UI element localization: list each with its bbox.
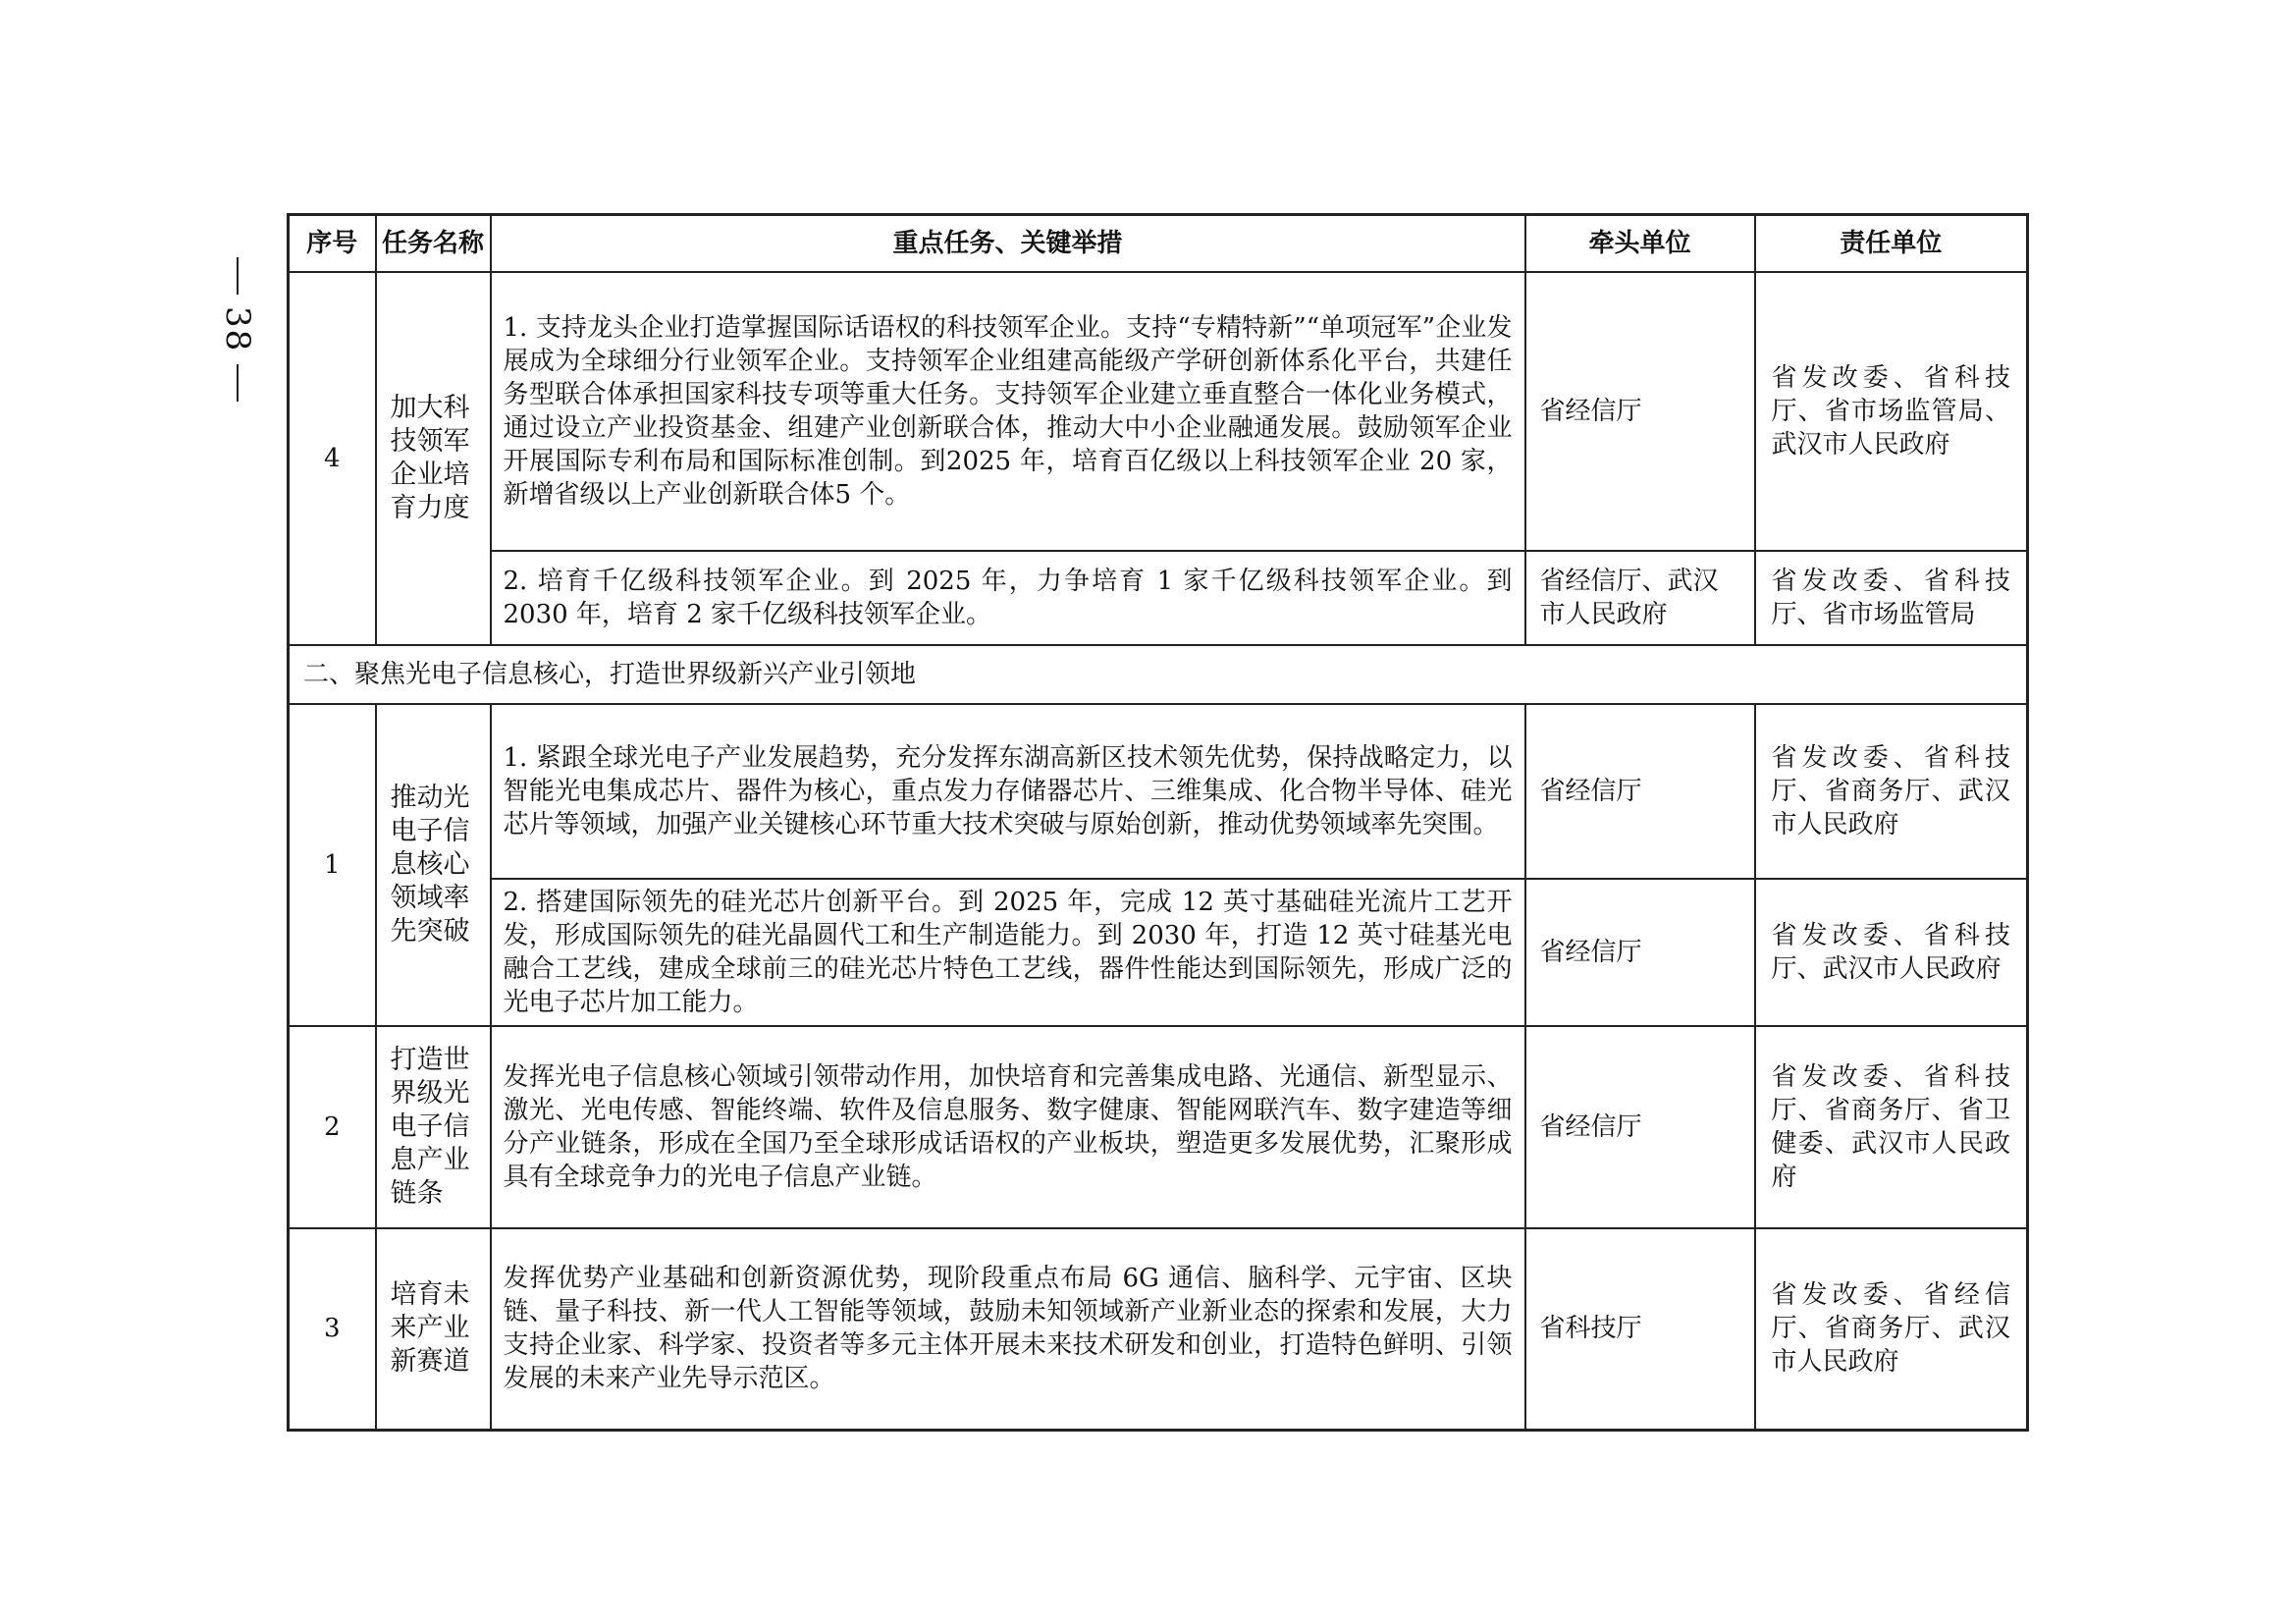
- row-lead-unit: 省经信厅: [1525, 879, 1755, 1026]
- row-lead-unit: 省经信厅、武汉市人民政府: [1525, 551, 1755, 645]
- header-seq: 序号: [289, 215, 376, 273]
- table-header-row: [289, 215, 2028, 273]
- row-seq: 3: [289, 1228, 376, 1430]
- row-resp-unit: 省发改委、省科技厅、省市场监管局、武汉市人民政府: [1755, 272, 2028, 551]
- row-measure: 发挥光电子信息核心领域引领带动作用，加快培育和完善集成电路、光通信、新型显示、激光、光电传感、智能终端、软件及信息服务、数字健康、智能网联汽车、数字建造等细分产业链条，形成在全国乃至全球形成话语权的产业板块，塑造更多发展优势，汇聚形成具有全球竞争力的光电子信息产业链。: [491, 1026, 1525, 1228]
- task-table: [287, 213, 2029, 1432]
- row-resp-unit: 省发改委、省科技厅、武汉市人民政府: [1755, 879, 2028, 1026]
- page-number-text: 38: [218, 306, 257, 353]
- row-seq: 1: [289, 704, 376, 1026]
- header-lead-unit: 牵头单位: [1525, 215, 1755, 273]
- header-task-name: 任务名称: [376, 215, 491, 273]
- table-row: [289, 879, 2028, 1026]
- row-task-name: 培育未来产业新赛道: [376, 1228, 491, 1430]
- table-row: [289, 1228, 2028, 1430]
- table-row: [289, 272, 2028, 551]
- row-lead-unit: 省经信厅: [1525, 1026, 1755, 1228]
- row-resp-unit: 省发改委、省经信厅、省商务厅、武汉市人民政府: [1755, 1228, 2028, 1430]
- row-task-name: 加大科技领军企业培育力度: [376, 272, 491, 645]
- header-resp-unit: 责任单位: [1755, 215, 2028, 273]
- row-resp-unit: 省发改委、省科技厅、省市场监管局: [1755, 551, 2028, 645]
- row-task-name: 推动光电子信息核心领域率先突破: [376, 704, 491, 1026]
- page-number: [218, 257, 257, 424]
- table-row: [289, 704, 2028, 879]
- table-row: [289, 1026, 2028, 1228]
- page-number-dash-bottom: [237, 364, 239, 402]
- row-lead-unit: 省科技厅: [1525, 1228, 1755, 1430]
- row-task-name: 打造世界级光电子信息产业链条: [376, 1026, 491, 1228]
- row-measure: 发挥优势产业基础和创新资源优势，现阶段重点布局 6G 通信、脑科学、元宇宙、区块链、量子科技、新一代人工智能等领域，鼓励未知领域新产业新业态的探索和发展，大力支持企业家、科学家、投资者等多元主体开展未来技术研发和创业，打造特色鲜明、引领发展的未来产业先导示范区。: [491, 1228, 1525, 1430]
- section-heading-row: [289, 645, 2028, 704]
- row-measure: 1. 紧跟全球光电子产业发展趋势，充分发挥东湖高新区技术领先优势，保持战略定力，以智能光电集成芯片、器件为核心，重点发力存储器芯片、三维集成、化合物半导体、硅光芯片等领域，加强产业关键核心环节重大技术突破与原始创新，推动优势领域率先突围。: [491, 704, 1525, 879]
- row-measure: 2. 搭建国际领先的硅光芯片创新平台。到 2025 年，完成 12 英寸基础硅光流片工艺开发，形成国际领先的硅光晶圆代工和生产制造能力。到 2030 年，打造 12 英寸硅基光电融合工艺线，建成全球前三的硅光芯片特色工艺线，器件性能达到国际领先，形成广泛的光电子芯片加工能力。: [491, 879, 1525, 1026]
- page-number-dash-top: [237, 257, 239, 295]
- row-measure: 2. 培育千亿级科技领军企业。到 2025 年，力争培育 1 家千亿级科技领军企业。到 2030 年，培育 2 家千亿级科技领军企业。: [491, 551, 1525, 645]
- header-measures: 重点任务、关键举措: [491, 215, 1525, 273]
- section-heading: 二、聚焦光电子信息核心，打造世界级新兴产业引领地: [289, 645, 2028, 704]
- table-row: [289, 551, 2028, 645]
- row-seq: 2: [289, 1026, 376, 1228]
- row-seq: 4: [289, 272, 376, 645]
- row-lead-unit: 省经信厅: [1525, 272, 1755, 551]
- row-resp-unit: 省发改委、省科技厅、省商务厅、省卫健委、武汉市人民政府: [1755, 1026, 2028, 1228]
- row-lead-unit: 省经信厅: [1525, 704, 1755, 879]
- row-measure: 1. 支持龙头企业打造掌握国际话语权的科技领军企业。支持“专精特新”“单项冠军”企业发展成为全球细分行业领军企业。支持领军企业组建高能级产学研创新体系化平台，共建任务型联合体承担国家科技专项等重大任务。支持领军企业建立垂直整合一体化业务模式，通过设立产业投资基金、组建产业创新联合体，推动大中小企业融通发展。鼓励领军企业开展国际专利布局和国际标准创制。到2025 年，培育百亿级以上科技领军企业 20 家，新增省级以上产业创新联合体5 个。: [491, 272, 1525, 551]
- row-resp-unit: 省发改委、省科技厅、省商务厅、武汉市人民政府: [1755, 704, 2028, 879]
